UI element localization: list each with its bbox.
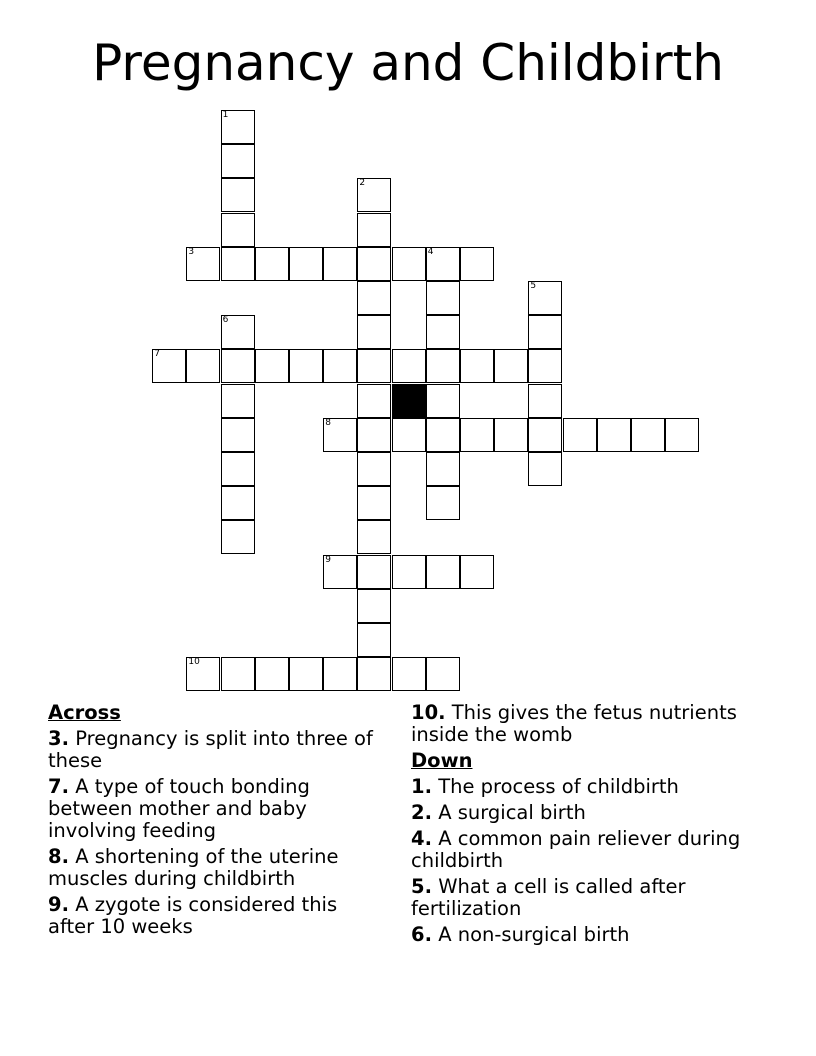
grid-cell[interactable] [255,247,289,281]
grid-cell[interactable] [426,486,460,520]
grid-cell[interactable] [392,247,426,281]
grid-cell[interactable] [255,657,289,691]
clue-down-5 [411,876,781,920]
grid-cell-black [392,384,426,418]
cell-number: 4 [427,246,434,257]
grid-cell[interactable] [152,349,186,383]
cell-number: 9 [325,554,331,565]
grid-cell[interactable] [426,418,460,452]
grid-cell[interactable] [186,657,220,691]
clue-down-4 [411,828,781,872]
clue-number: 7. [48,775,69,798]
clue-number: 3. [48,727,69,750]
grid-cell[interactable] [426,657,460,691]
clue-number: 10. [411,701,446,724]
grid-cell[interactable] [426,315,460,349]
grid-cell[interactable] [221,178,255,212]
grid-cell[interactable] [563,418,597,452]
clue-across-3 [48,728,388,772]
clue-text: What a cell is called after fertilization [411,875,686,920]
grid-cell[interactable] [426,247,460,281]
grid-cell[interactable] [426,555,460,589]
grid-cell[interactable] [426,384,460,418]
grid-cell[interactable] [221,520,255,554]
grid-cell[interactable] [289,657,323,691]
grid-cell[interactable] [597,418,631,452]
grid-cell[interactable] [392,349,426,383]
grid-cell[interactable] [460,247,494,281]
grid-cell[interactable] [426,349,460,383]
cell-number: 7 [154,349,160,360]
clue-text: A non-surgical birth [438,923,630,946]
clues-right-column [411,702,781,950]
grid-cell[interactable] [528,349,562,383]
grid-cell[interactable] [221,384,255,418]
grid-cell[interactable] [186,247,220,281]
grid-cell[interactable] [289,349,323,383]
across-heading: Across [48,701,121,724]
grid-cell[interactable] [426,452,460,486]
clue-across-7 [48,776,388,842]
grid-cell[interactable] [323,657,357,691]
grid-cell[interactable] [221,349,255,383]
grid-cell[interactable] [186,349,220,383]
grid-cell[interactable] [494,349,528,383]
cell-number: 3 [188,246,195,257]
grid-cell[interactable] [221,247,255,281]
cell-number: 1 [222,110,229,120]
clue-number: 6. [411,923,432,946]
grid-cell[interactable] [357,623,391,657]
grid-cell[interactable] [357,247,391,281]
clue-number: 2. [411,801,432,824]
grid-cell[interactable] [289,247,323,281]
grid-cell[interactable] [357,349,391,383]
clue-number: 9. [48,893,69,916]
grid-cell[interactable] [221,486,255,520]
puzzle-title: Pregnancy and Childbirth [92,34,724,92]
cell-number: 2 [359,178,366,189]
grid-cell[interactable] [221,110,255,144]
clue-across-8 [48,846,388,890]
grid-cell[interactable] [426,281,460,315]
grid-cell[interactable] [357,418,391,452]
grid-cell[interactable] [221,452,255,486]
grid-cell[interactable] [528,315,562,349]
clue-across-9 [48,894,388,938]
grid-cell[interactable] [323,555,357,589]
clue-across-10 [411,702,781,746]
clue-text: A zygote is considered this after 10 weeks [48,893,338,938]
grid-cell[interactable] [221,144,255,178]
grid-cell[interactable] [323,247,357,281]
grid-cell[interactable] [357,384,391,418]
clues-left-column [48,702,388,942]
clue-number: 8. [48,845,69,868]
clue-number: 5. [411,875,432,898]
clue-down-2 [411,802,781,824]
grid-cell[interactable] [221,315,255,349]
clue-text: A surgical birth [438,801,586,824]
grid-cell[interactable] [357,657,391,691]
grid-cell[interactable] [460,555,494,589]
grid-cell[interactable] [221,657,255,691]
grid-cell[interactable] [392,555,426,589]
grid-cell[interactable] [357,486,391,520]
grid-cell[interactable] [357,589,391,623]
grid-cell[interactable] [357,281,391,315]
grid-cell[interactable] [357,315,391,349]
grid-cell[interactable] [221,418,255,452]
clue-down-6 [411,924,781,946]
grid-cell[interactable] [357,452,391,486]
clue-text: A common pain reliever during childbirth [411,827,741,872]
grid-cell[interactable] [392,418,426,452]
clue-down-1 [411,776,781,798]
down-heading: Down [411,749,473,772]
clue-number: 1. [411,775,432,798]
cell-number: 10 [188,657,200,668]
grid-cell[interactable] [494,418,528,452]
grid-cell[interactable] [392,657,426,691]
clue-text: Pregnancy is split into three of these [48,727,373,772]
grid-cell[interactable] [631,418,665,452]
grid-cell[interactable] [528,384,562,418]
clue-number: 4. [411,827,432,850]
clue-text: This gives the fetus nutrients inside the womb [411,701,737,746]
grid-cell[interactable] [255,349,289,383]
cell-number: 6 [222,315,229,326]
clue-text: A shortening of the uterine muscles during childbirth [48,845,339,890]
grid-cell[interactable] [460,349,494,383]
grid-cell[interactable] [323,418,357,452]
grid-cell[interactable] [357,520,391,554]
grid-cell[interactable] [357,178,391,212]
cell-number: 8 [325,417,331,428]
clue-text: The process of childbirth [438,775,679,798]
grid-cell[interactable] [357,213,391,247]
grid-cell[interactable] [665,418,699,452]
clue-text: A type of touch bonding between mother and baby involving feeding [48,775,310,842]
grid-cell[interactable] [528,452,562,486]
cell-number: 5 [530,281,537,291]
grid-cell[interactable] [460,418,494,452]
grid-cell[interactable] [528,418,562,452]
grid-cell[interactable] [323,349,357,383]
grid-cell[interactable] [528,281,562,315]
grid-cell[interactable] [221,213,255,247]
grid-cell[interactable] [357,555,391,589]
